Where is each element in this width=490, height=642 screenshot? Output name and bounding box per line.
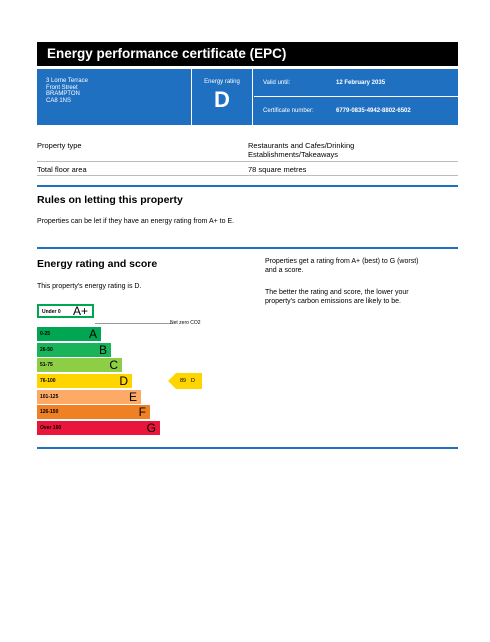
energy-heading: Energy rating and score: [37, 258, 158, 270]
property-type-value-line2: Establishments/Takeaways: [248, 150, 339, 159]
property-type-label: Property type: [37, 141, 82, 150]
band-range: Over 150: [40, 425, 62, 431]
band-a-plus: [37, 304, 94, 318]
energy-para2-line1: The better the rating and score, the lower your: [265, 289, 409, 296]
band-letter: B: [98, 343, 107, 357]
energy-rating-label: Energy rating: [204, 79, 240, 85]
energy-para1-line2: and a score.: [265, 267, 304, 274]
current-score: 89: [180, 378, 187, 384]
band-range: Under 0: [42, 309, 61, 315]
band-g: [37, 421, 160, 435]
page-title: Energy performance certificate (EPC): [37, 42, 458, 66]
band-f: [37, 405, 150, 419]
certificate-summary: [37, 69, 458, 125]
band-c: [37, 358, 122, 372]
band-range: 126-150: [40, 409, 59, 415]
section-divider: [37, 447, 458, 449]
band-letter: C: [109, 358, 118, 372]
band-letter: D: [119, 374, 128, 388]
energy-rating-letter: D: [214, 87, 230, 112]
band-d: [37, 374, 132, 388]
band-range: 0-25: [40, 331, 51, 337]
band-e: [37, 390, 141, 404]
divider: [37, 175, 458, 176]
certificate-number-row: [254, 97, 458, 125]
valid-until-label: Valid until:: [263, 80, 291, 86]
energy-rating-cell: [191, 69, 253, 125]
floor-area-label: Total floor area: [37, 165, 87, 174]
address-line: CA8 1NS: [46, 97, 72, 104]
band-b: [37, 343, 111, 357]
band-letter: A: [88, 327, 97, 341]
band-a: [37, 327, 101, 341]
current-letter: D: [191, 378, 195, 384]
address-line: 3 Lorne Terrace: [46, 78, 88, 84]
rules-text: Properties can be let if they have an energy rating from A+ to E.: [37, 218, 235, 225]
section-divider: [37, 185, 458, 187]
section-divider: [37, 247, 458, 249]
band-range: 76-100: [40, 378, 56, 384]
band-letter: E: [128, 390, 137, 404]
valid-until-value: 12 February 2035: [336, 80, 386, 86]
band-range: 101-125: [40, 394, 59, 400]
property-address: [46, 78, 166, 104]
energy-para2-line2: property's carbon emissions are likely to be.: [265, 298, 401, 305]
band-letter: F: [138, 405, 146, 419]
property-type-value-line1: Restaurants and Cafes/Drinking: [248, 141, 355, 150]
valid-until-row: [254, 69, 458, 97]
net-zero-label: Net zero CO2: [170, 320, 201, 326]
band-letter: G: [146, 421, 156, 435]
net-zero-line: [95, 323, 172, 324]
certificate-number-label: Certificate number:: [263, 108, 314, 114]
band-letter: A+: [72, 304, 88, 318]
address-line: BRAMPTON: [46, 91, 80, 97]
divider: [37, 161, 458, 162]
certificate-number-value: 6779-0835-4942-8802-6502: [336, 108, 411, 114]
energy-current-text: This property's energy rating is D.: [37, 283, 142, 290]
band-range: 26-50: [40, 347, 53, 353]
floor-area-value: 78 square metres: [248, 165, 307, 174]
band-range: 51-75: [40, 362, 53, 368]
rules-heading: Rules on letting this property: [37, 194, 183, 206]
energy-para1-line1: Properties get a rating from A+ (best) to G (worst): [265, 258, 419, 265]
address-line: Front Street: [46, 84, 78, 91]
